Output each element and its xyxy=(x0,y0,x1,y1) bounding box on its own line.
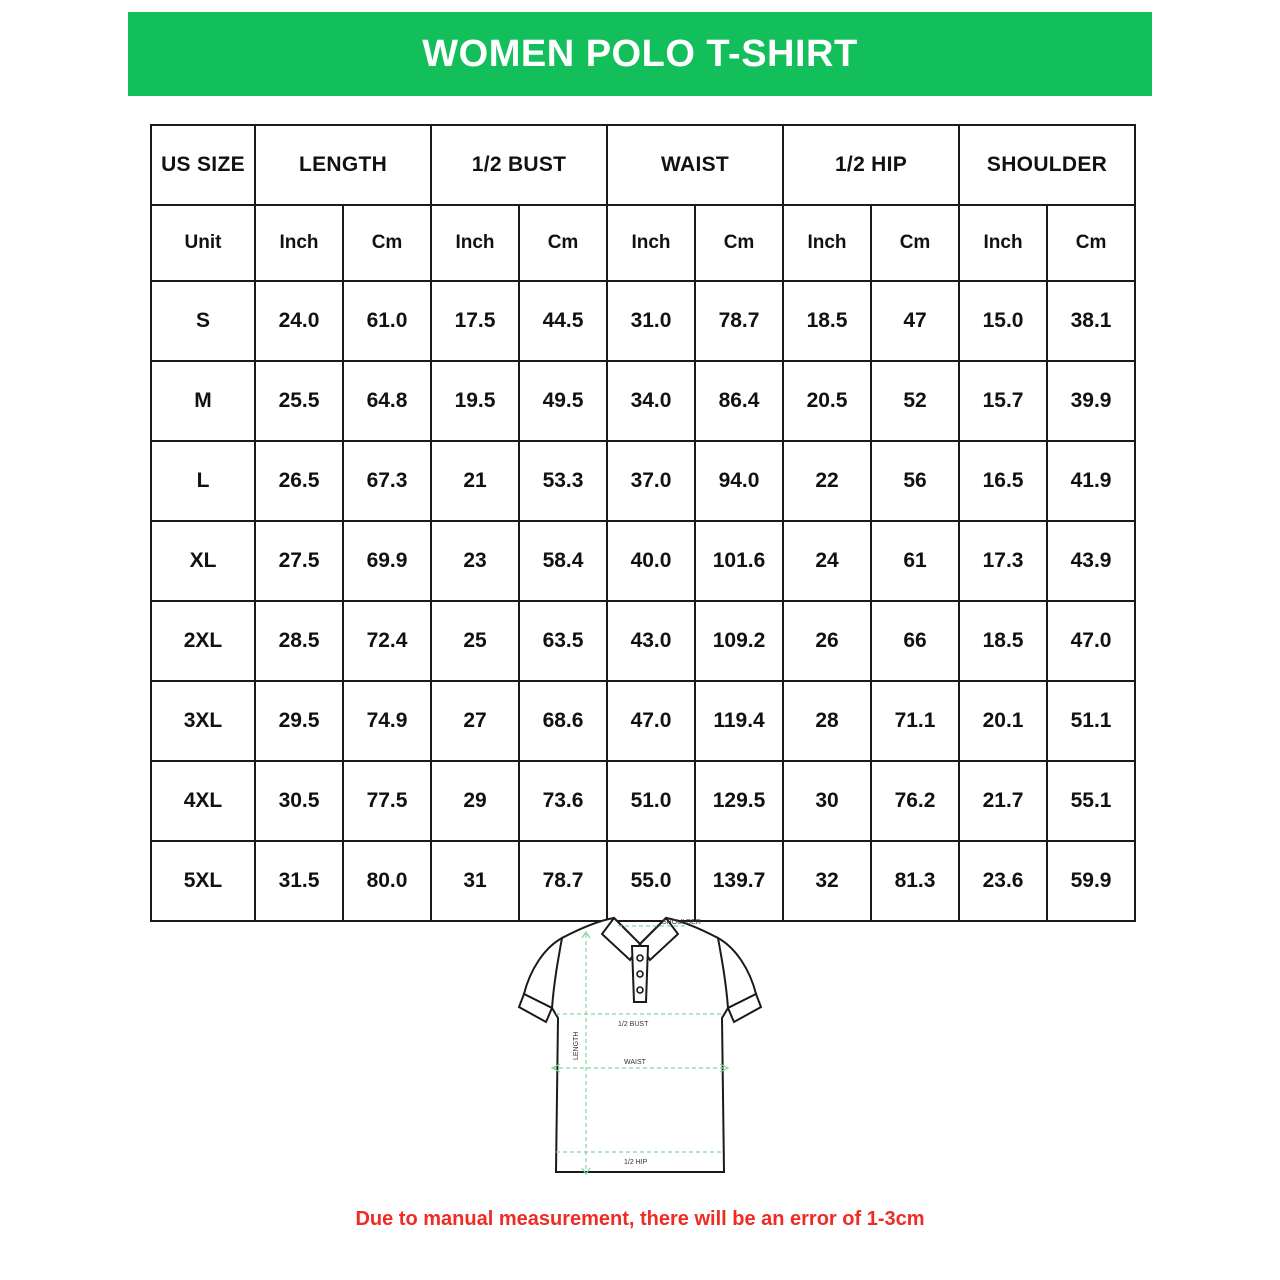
cell-hip-inch: 22 xyxy=(783,441,871,521)
cell-bust-cm: 78.7 xyxy=(519,841,607,921)
cell-hip-inch: 20.5 xyxy=(783,361,871,441)
cell-bust-inch: 31 xyxy=(431,841,519,921)
cell-waist-inch: 34.0 xyxy=(607,361,695,441)
cell-waist-cm: 94.0 xyxy=(695,441,783,521)
cell-shoulder-inch: 15.7 xyxy=(959,361,1047,441)
cell-hip-inch: 18.5 xyxy=(783,281,871,361)
cell-shoulder-cm: 55.1 xyxy=(1047,761,1135,841)
row-size-label: M xyxy=(151,361,255,441)
cell-length-cm: 74.9 xyxy=(343,681,431,761)
cell-bust-inch: 25 xyxy=(431,601,519,681)
row-size-label: L xyxy=(151,441,255,521)
unit-waist-inch: Inch xyxy=(607,205,695,281)
cell-hip-cm: 52 xyxy=(871,361,959,441)
table-row xyxy=(151,521,1135,601)
cell-bust-cm: 73.6 xyxy=(519,761,607,841)
table-row xyxy=(151,281,1135,361)
cell-waist-cm: 139.7 xyxy=(695,841,783,921)
unit-label: Unit xyxy=(151,205,255,281)
table-row xyxy=(151,761,1135,841)
cell-bust-cm: 58.4 xyxy=(519,521,607,601)
unit-waist-cm: Cm xyxy=(695,205,783,281)
cell-bust-inch: 17.5 xyxy=(431,281,519,361)
cell-bust-inch: 19.5 xyxy=(431,361,519,441)
polo-shirt-icon xyxy=(490,890,790,1190)
unit-length-inch: Inch xyxy=(255,205,343,281)
cell-hip-cm: 66 xyxy=(871,601,959,681)
cell-waist-cm: 86.4 xyxy=(695,361,783,441)
unit-shoulder-inch: Inch xyxy=(959,205,1047,281)
cell-hip-inch: 32 xyxy=(783,841,871,921)
cell-bust-cm: 44.5 xyxy=(519,281,607,361)
unit-shoulder-cm: Cm xyxy=(1047,205,1135,281)
cell-length-cm: 64.8 xyxy=(343,361,431,441)
cell-waist-inch: 31.0 xyxy=(607,281,695,361)
diagram-label-half-hip: 1/2 HIP xyxy=(624,1159,648,1166)
cell-waist-cm: 119.4 xyxy=(695,681,783,761)
cell-waist-inch: 47.0 xyxy=(607,681,695,761)
cell-bust-cm: 49.5 xyxy=(519,361,607,441)
row-size-label: XL xyxy=(151,521,255,601)
table-row xyxy=(151,681,1135,761)
cell-shoulder-cm: 43.9 xyxy=(1047,521,1135,601)
cell-hip-cm: 76.2 xyxy=(871,761,959,841)
cell-shoulder-inch: 21.7 xyxy=(959,761,1047,841)
size-table-wrapper xyxy=(150,124,1130,922)
page-title: WOMEN POLO T-SHIRT xyxy=(422,32,858,75)
column-header-length: LENGTH xyxy=(255,125,431,205)
cell-bust-cm: 68.6 xyxy=(519,681,607,761)
row-size-label: 4XL xyxy=(151,761,255,841)
cell-hip-inch: 26 xyxy=(783,601,871,681)
cell-shoulder-cm: 47.0 xyxy=(1047,601,1135,681)
column-header-half-bust: 1/2 BUST xyxy=(431,125,607,205)
cell-bust-inch: 23 xyxy=(431,521,519,601)
cell-waist-cm: 78.7 xyxy=(695,281,783,361)
cell-length-cm: 77.5 xyxy=(343,761,431,841)
cell-shoulder-inch: 16.5 xyxy=(959,441,1047,521)
unit-bust-cm: Cm xyxy=(519,205,607,281)
cell-length-cm: 61.0 xyxy=(343,281,431,361)
cell-bust-inch: 27 xyxy=(431,681,519,761)
table-row xyxy=(151,361,1135,441)
table-row xyxy=(151,441,1135,521)
cell-shoulder-cm: 41.9 xyxy=(1047,441,1135,521)
unit-hip-inch: Inch xyxy=(783,205,871,281)
cell-length-inch: 25.5 xyxy=(255,361,343,441)
size-table xyxy=(150,124,1136,922)
cell-waist-cm: 129.5 xyxy=(695,761,783,841)
cell-hip-cm: 56 xyxy=(871,441,959,521)
cell-bust-cm: 53.3 xyxy=(519,441,607,521)
table-group-header-row xyxy=(151,125,1135,205)
cell-hip-cm: 47 xyxy=(871,281,959,361)
cell-length-inch: 30.5 xyxy=(255,761,343,841)
cell-waist-inch: 43.0 xyxy=(607,601,695,681)
cell-length-inch: 27.5 xyxy=(255,521,343,601)
cell-shoulder-cm: 59.9 xyxy=(1047,841,1135,921)
cell-hip-inch: 24 xyxy=(783,521,871,601)
cell-shoulder-inch: 17.3 xyxy=(959,521,1047,601)
diagram-label-length: LENGTH xyxy=(573,1031,580,1060)
cell-length-cm: 67.3 xyxy=(343,441,431,521)
cell-length-cm: 69.9 xyxy=(343,521,431,601)
cell-waist-cm: 101.6 xyxy=(695,521,783,601)
cell-shoulder-cm: 39.9 xyxy=(1047,361,1135,441)
cell-length-inch: 26.5 xyxy=(255,441,343,521)
cell-shoulder-inch: 23.6 xyxy=(959,841,1047,921)
cell-bust-inch: 29 xyxy=(431,761,519,841)
cell-waist-cm: 109.2 xyxy=(695,601,783,681)
column-header-half-hip: 1/2 HIP xyxy=(783,125,959,205)
cell-shoulder-cm: 38.1 xyxy=(1047,281,1135,361)
cell-waist-inch: 51.0 xyxy=(607,761,695,841)
cell-shoulder-inch: 18.5 xyxy=(959,601,1047,681)
cell-waist-inch: 37.0 xyxy=(607,441,695,521)
unit-length-cm: Cm xyxy=(343,205,431,281)
cell-hip-cm: 71.1 xyxy=(871,681,959,761)
cell-bust-cm: 63.5 xyxy=(519,601,607,681)
diagram-label-shoulder: SHOULDER xyxy=(662,919,701,926)
cell-length-inch: 29.5 xyxy=(255,681,343,761)
cell-shoulder-inch: 20.1 xyxy=(959,681,1047,761)
row-size-label: 3XL xyxy=(151,681,255,761)
cell-length-cm: 80.0 xyxy=(343,841,431,921)
diagram-label-waist: WAIST xyxy=(624,1059,646,1066)
column-header-shoulder: SHOULDER xyxy=(959,125,1135,205)
cell-length-inch: 24.0 xyxy=(255,281,343,361)
table-unit-row xyxy=(151,205,1135,281)
cell-waist-inch: 40.0 xyxy=(607,521,695,601)
table-row xyxy=(151,601,1135,681)
unit-hip-cm: Cm xyxy=(871,205,959,281)
cell-shoulder-cm: 51.1 xyxy=(1047,681,1135,761)
column-header-us-size: US SIZE xyxy=(151,125,255,205)
polo-shirt-diagram xyxy=(0,890,1280,1200)
row-size-label: 2XL xyxy=(151,601,255,681)
unit-bust-inch: Inch xyxy=(431,205,519,281)
cell-length-inch: 28.5 xyxy=(255,601,343,681)
cell-hip-inch: 28 xyxy=(783,681,871,761)
cell-length-cm: 72.4 xyxy=(343,601,431,681)
cell-waist-inch: 55.0 xyxy=(607,841,695,921)
cell-hip-cm: 61 xyxy=(871,521,959,601)
header-banner xyxy=(128,12,1152,96)
row-size-label: 5XL xyxy=(151,841,255,921)
column-header-waist: WAIST xyxy=(607,125,783,205)
cell-shoulder-inch: 15.0 xyxy=(959,281,1047,361)
cell-hip-cm: 81.3 xyxy=(871,841,959,921)
measurement-disclaimer: Due to manual measurement, there will be an error of 1-3cm xyxy=(355,1208,925,1230)
cell-bust-inch: 21 xyxy=(431,441,519,521)
diagram-label-half-bust: 1/2 BUST xyxy=(618,1021,649,1028)
cell-length-inch: 31.5 xyxy=(255,841,343,921)
cell-hip-inch: 30 xyxy=(783,761,871,841)
row-size-label: S xyxy=(151,281,255,361)
